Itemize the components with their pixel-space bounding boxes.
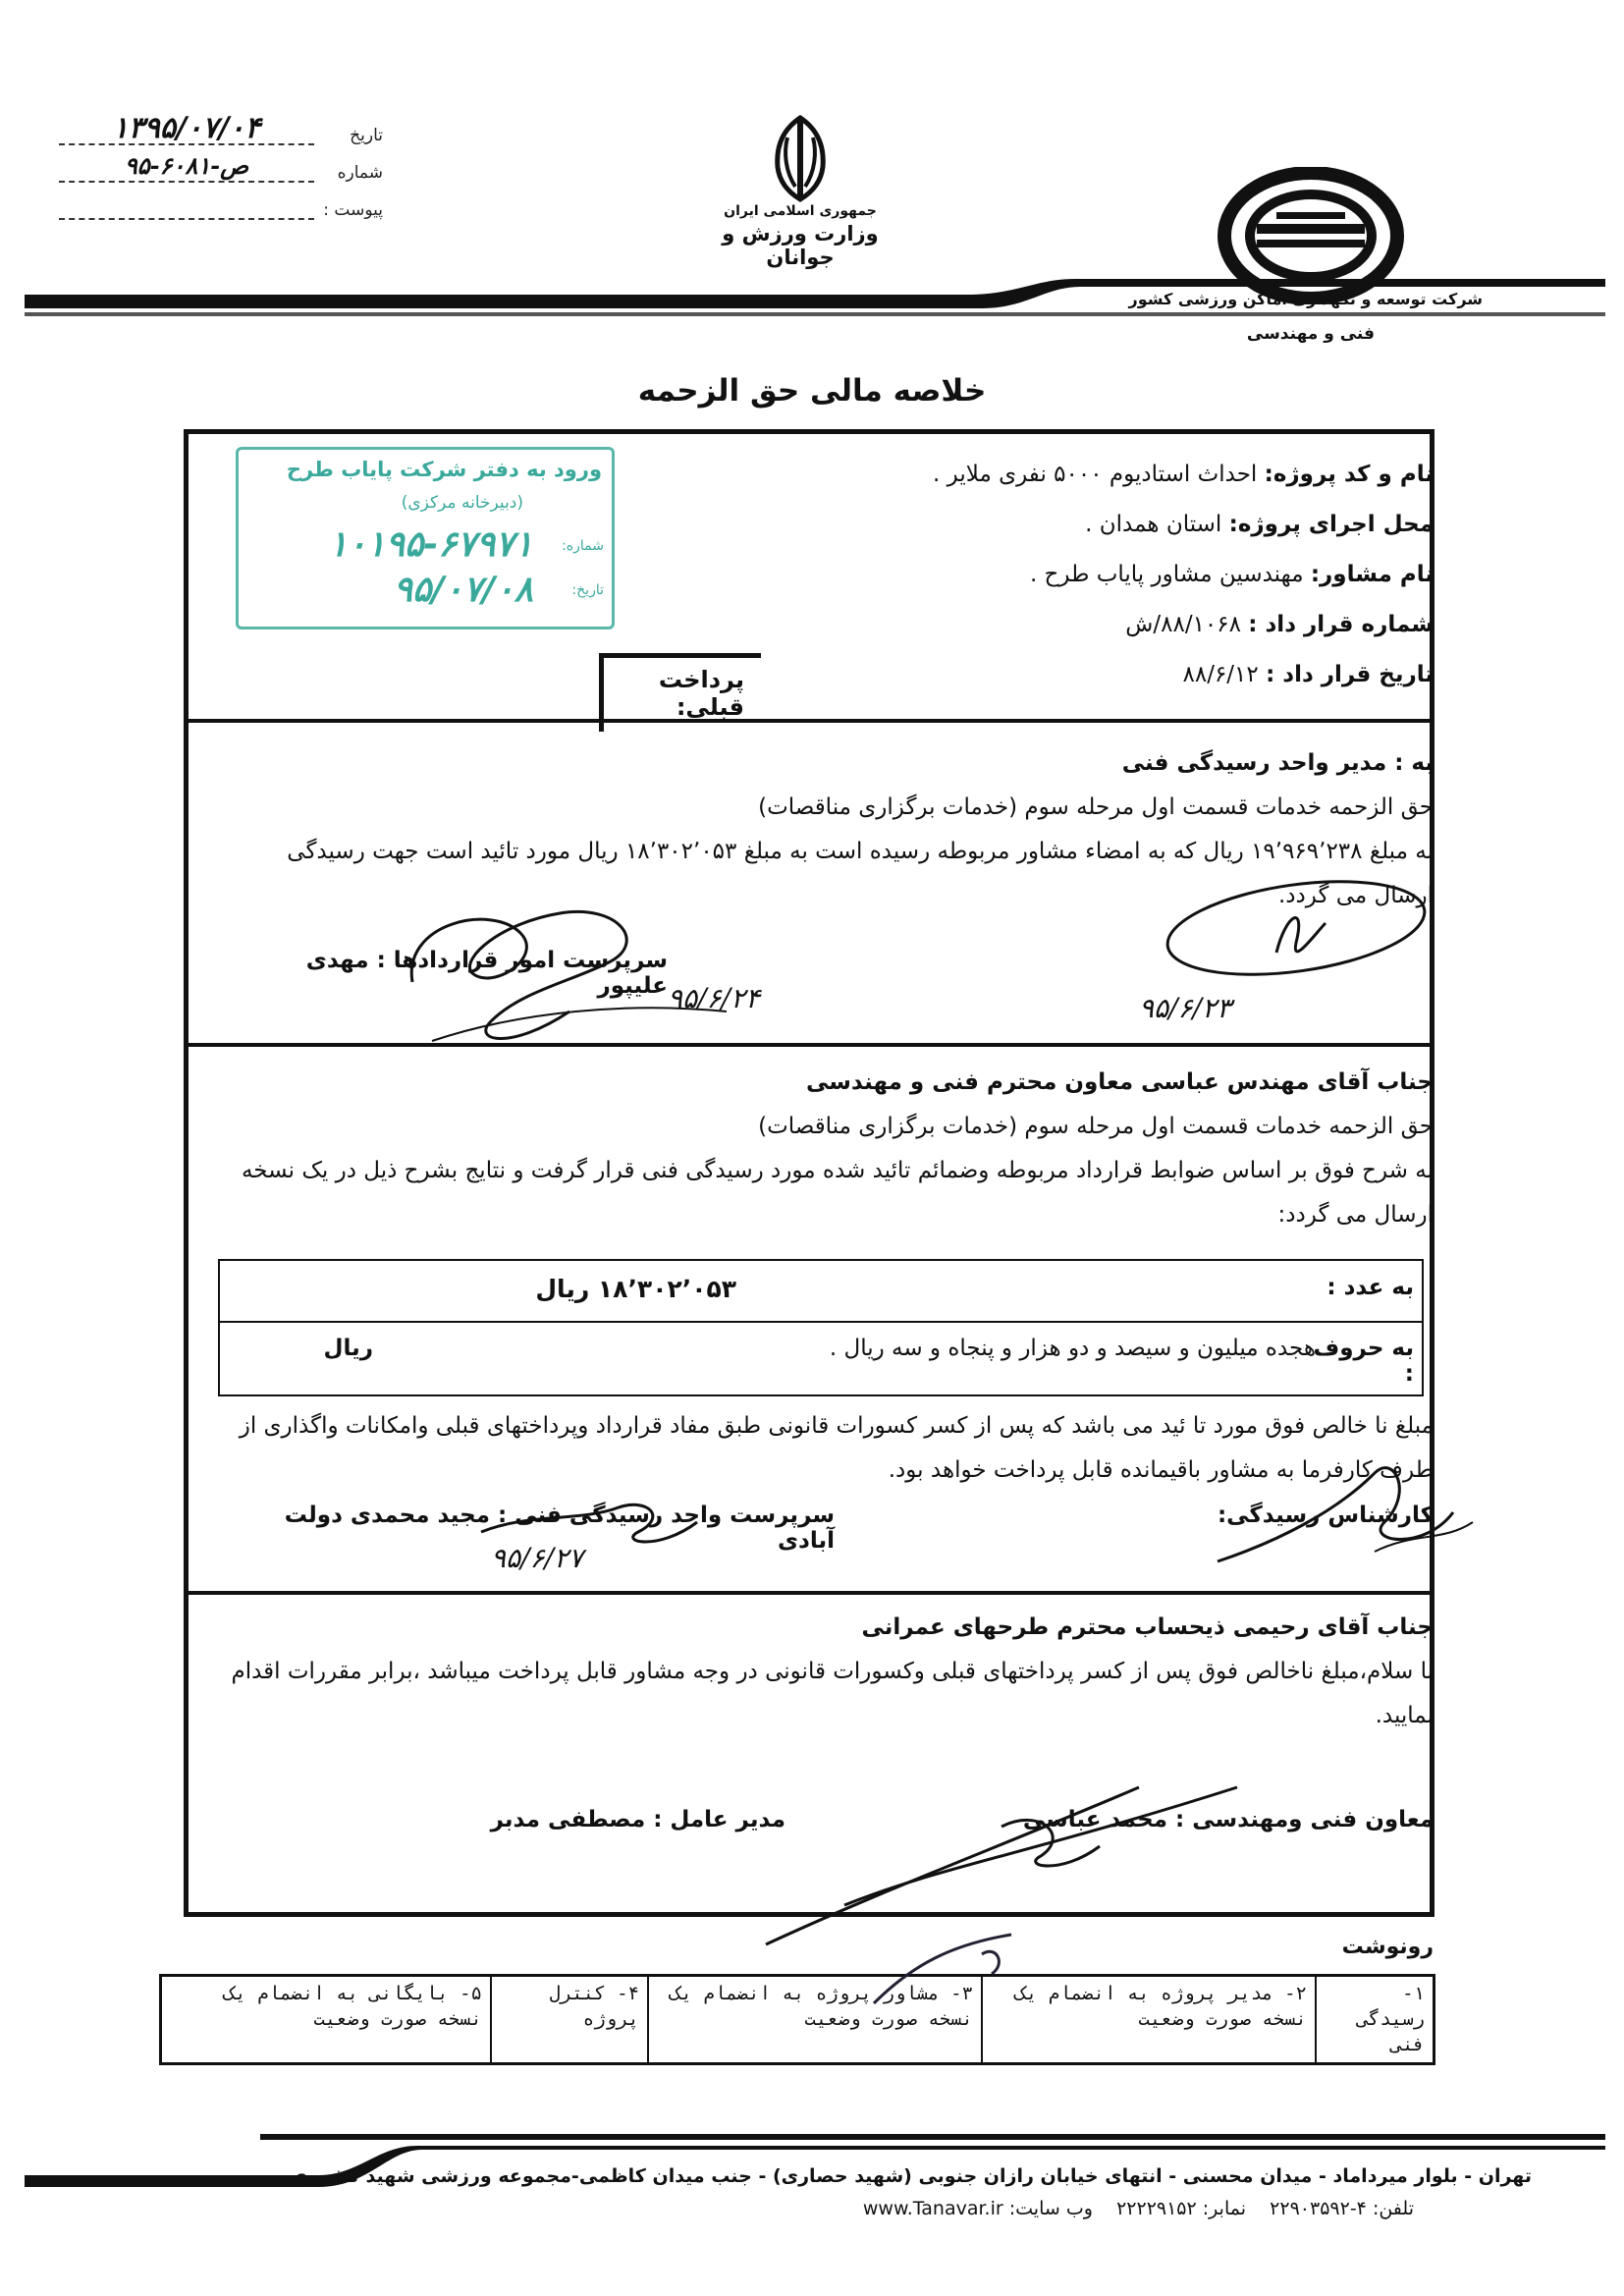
section-comptroller (226, 1606, 1434, 1738)
project-location-label: محل اجرای پروژه: (1228, 512, 1434, 537)
iran-emblem-icon (766, 113, 835, 206)
section3-recipient: جناب آقای رحیمی ذیحساب محترم طرحهای عمرانی (861, 1614, 1434, 1640)
fax-value: ۲۲۲۲۹۱۵۲ (1116, 2198, 1197, 2219)
stamp-number-value: ۱۰۱۹۵-۶۷۹۷۱ (328, 524, 533, 565)
number-row (59, 145, 383, 183)
stamp-date-label: تاریخ: (571, 582, 604, 598)
company-name: شرکت توسعه و نگهداری اماکن ورزشی کشور (1128, 290, 1483, 308)
republic-name: جمهوری اسلامی ایران (724, 203, 877, 219)
stamp-title: ورود به دفتر شرکت پایاب طرح (286, 458, 602, 481)
contract-number-value: ۸۸/۱۰۶۸/ش (1125, 612, 1241, 637)
footer-contacts (530, 2198, 1414, 2219)
cc-title: رونوشت (1341, 1935, 1434, 1959)
document-title: خلاصه مالی حق الزحمه (637, 373, 987, 409)
section1-recipient: به : مدیر واحد رسیدگی فنی (1121, 750, 1434, 776)
contract-number-label: شماره قرار داد : (1248, 612, 1434, 637)
date-label: تاریخ (350, 126, 383, 145)
amount-words-value: هجده میلیون و سیصد و دو هزار و پنجاه و سه ریال . (829, 1336, 1316, 1361)
cc-item: ۲- مدیر پروژه به انضمام یک نسخه صورت وضعیت (981, 1977, 1315, 2062)
header-band (25, 277, 1605, 326)
amount-words-unit: ریال (323, 1336, 373, 1361)
section-technical-review-request (236, 741, 1434, 918)
stamp-subtitle: (دبیرخانه مرکزی) (401, 493, 523, 513)
consultant-row (609, 550, 1434, 600)
date-value: ۱۳۹۵/۰۷/۰۴ (59, 114, 314, 145)
previous-payment-label: پرداخت قبلی: (658, 666, 744, 721)
website-label: وب سایت: (1008, 2198, 1093, 2219)
stamp-number-label: شماره: (562, 538, 604, 554)
project-name-label: نام و کد پروژه: (1264, 462, 1434, 487)
amount-divider (218, 1321, 1424, 1323)
amount-number-label: به عدد : (1326, 1275, 1414, 1300)
contract-date-value: ۸۸/۶/۱۲ (1182, 662, 1259, 687)
section1-body: به مبلغ ۱۹٬۹۶۹٬۲۳۸ ریال که به امضاء مشاور مربوطه رسیده است به مبلغ ۱۸٬۳۰۲٬۰۵۳ ریال مورد تائید است جهت رسیدگی ارسال می گردد. (287, 839, 1434, 908)
consultant-label: نام مشاور: (1310, 562, 1434, 587)
divider (184, 1043, 1435, 1047)
section1-handwritten-date-2: ۹۵/۶/۲۳ (1139, 992, 1232, 1024)
section2-signer: سرپرست واحد رسیدگی فنی : مجید محمدی دولت آبادی (284, 1503, 835, 1554)
department-name: فنی و مهندسی (1246, 324, 1375, 344)
section-technical-vp (226, 1061, 1434, 1237)
project-location-row (609, 500, 1434, 550)
section1-handwritten-date: ۹۵/۶/۲۴ (668, 982, 761, 1014)
phone-label: تلفن: (1372, 2198, 1414, 2219)
section2-subject: حق الزحمه خدمات قسمت اول مرحله سوم (خدمات برگزاری مناقصات) (758, 1114, 1434, 1139)
amount-number-value: ۱۸٬۳۰۲٬۰۵۳ ریال (535, 1275, 736, 1303)
divider (184, 719, 1435, 723)
contract-date-label: تاریخ قرار داد : (1266, 662, 1434, 687)
cc-item: ۱- رسیدگی فنی (1315, 1977, 1433, 2062)
phone-value: ۴-۲۲۹۰۳۵۹۲ (1270, 2198, 1367, 2219)
project-name-value: احداث استادیوم ۵۰۰۰ نفری ملایر . (933, 462, 1258, 487)
cc-item: ۴- کنترل پروژه (490, 1977, 647, 2062)
cc-item: ۵- بایگانی به انضمام یک نسخه صورت وضعیت (223, 1983, 482, 2030)
section2-recipient: جناب آقای مهندس عباسی معاون محترم فنی و مهندسی (805, 1069, 1434, 1095)
contract-number-row (609, 600, 1434, 650)
website-link[interactable]: www.Tanavar.ir (862, 2198, 1003, 2219)
section3-signer-ceo: مدیر عامل : مصطفی مدبر (490, 1807, 785, 1832)
cc-table (159, 1974, 1435, 2065)
section3-signer-vp: معاون فنی ومهندسی : محمد عباسی (1022, 1807, 1434, 1832)
project-location-value: استان همدان . (1085, 512, 1222, 537)
section3-body: با سلام،مبلغ ناخالص فوق پس از کسر پرداختهای قبلی وکسورات قانونی در وجه مشاور قابل پرداخت میباشد ،برابر مقررات اقدام نمایید. (231, 1659, 1434, 1728)
section2-checker: کارشناس رسیدگی: (1217, 1503, 1434, 1528)
section2-note: مبلغ نا خالص فوق مورد تا ئید می باشد که پس از کسر کسورات قانونی طبق مفاد قرارداد وپرداختهای قبلی وامکانات واگذاری از طرف کارفرما به مشاور باقیمانده قابل پرداخت خواهد بود. (239, 1413, 1434, 1483)
fax-label: نمابر: (1202, 2198, 1246, 2219)
divider (184, 1591, 1435, 1595)
amount-words-label: به حروف : (1313, 1336, 1414, 1387)
attachment-value (59, 218, 314, 220)
consultant-value: مهندسین مشاور پایاب طرح . (1029, 562, 1304, 587)
section1-signer: سرپرست امور قراردادها : مهدی علیپور (305, 948, 668, 999)
stamp-date-value: ۹۵/۰۷/۰۸ (393, 570, 533, 610)
attachment-row (59, 183, 383, 220)
letter-meta (59, 108, 383, 220)
number-value: ۹۵-۶۰۸۱-ص (59, 151, 314, 183)
number-label: شماره (337, 163, 383, 183)
date-row (59, 108, 383, 145)
section2-handwritten-date: ۹۵/۶/۲۷ (491, 1542, 584, 1574)
section1-subject: حق الزحمه خدمات قسمت اول مرحله سوم (خدمات برگزاری مناقصات) (758, 794, 1434, 820)
project-name-row (609, 450, 1434, 500)
cc-item: ۳- مشاور پروژه به انضمام یک نسخه صورت وضعیت (647, 1977, 981, 2062)
attachment-label: پیوست : (323, 200, 383, 220)
footer-address: تهران - بلوار میرداماد - میدان محسنی - انتهای خیابان رازان جنوبی (شهید حصاری) - جنب میدان کاظمی-مجموعه ورزشی شهید کشوری (290, 2165, 1532, 2187)
receipt-stamp (236, 447, 615, 629)
ministry-name: وزارت ورزش و جوانان (722, 222, 879, 269)
section2-body: به شرح فوق بر اساس ضوابط قرارداد مربوطه وضمائم تائید شده مورد رسیدگی فنی قرار گرفت و نتایج بشرح ذیل در یک نسخه ارسال می گردد: (241, 1158, 1434, 1228)
